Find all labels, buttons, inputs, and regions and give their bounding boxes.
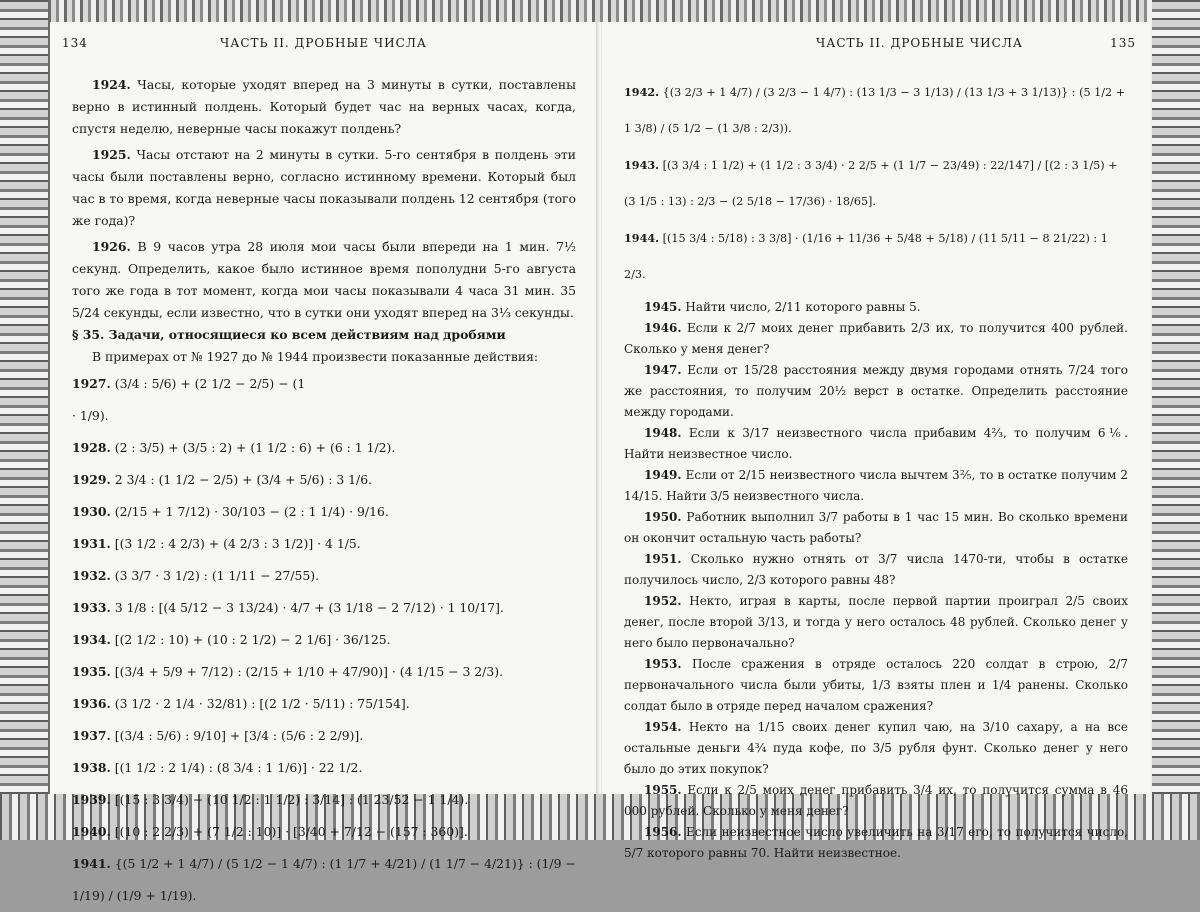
problem-number: 1949. (644, 468, 682, 482)
problem-text: После сражения в отряде осталось 220 солдат в строю, 2/7 первоначального числа были убиты, 1/3 взяты плен и 1/4 ранены. Сколько солдат было в отряде перед началом сражения? (624, 657, 1128, 713)
exercise-row (72, 688, 576, 720)
page-number: 134 (62, 36, 88, 50)
problem (624, 549, 1128, 591)
problem-text: Если от 15/28 расстояния между двумя городами отнять 7/24 того же расстояния, то получим 20½ верст в остатке. Определить расстояние между городами. (624, 363, 1128, 419)
exercise-expression: [(3 1/2 : 4 2/3) + (4 2/3 : 3 1/2)] · 4 1/5. (114, 536, 361, 551)
problem-number: 1948. (644, 426, 682, 440)
problem-text: Если к 2/7 моих денег прибавить 2/3 их, то получится 400 рублей. Сколько у меня денег? (624, 321, 1128, 356)
exercise-number: 1941. (72, 856, 111, 871)
problem-text: Если к 3/17 неизвестного числа прибавим 4⅔, то получим 6⅙. Найти неизвестное число. (624, 426, 1128, 461)
problem (624, 423, 1128, 465)
exercise-number: 1936. (72, 696, 111, 711)
exercise-number: 1928. (72, 440, 111, 455)
problem (72, 74, 576, 140)
problem-text: Некто на 1/15 своих денег купил чаю, на 3/10 сахару, а на все остальные деньги 4¾ пуда кофе, по 3/5 рубля фунт. Сколько денег у него было до этих покупок? (624, 720, 1128, 776)
problem-number: 1947. (644, 363, 682, 377)
problem-text: Часы, которые уходят вперед на 3 минуты в сутки, поставлены верно в истинный полдень. Который будет час на верных часах, когда, спустя неделю, неверные часы покажут полдень? (72, 77, 576, 136)
exercise-expression: (3 1/2 · 2 1/4 · 32/81) : [(2 1/2 · 5/11) : 75/154]. (114, 696, 410, 711)
problem-number: 1953. (644, 657, 682, 671)
problem-number: 1926. (92, 239, 131, 254)
problem (624, 465, 1128, 507)
left-content (72, 74, 576, 912)
right-page (602, 22, 1150, 860)
exercise-number: 1938. (72, 760, 111, 775)
exercise-number: 1932. (72, 568, 111, 583)
exercise-number: 1927. (72, 376, 111, 391)
exercise-number: 1933. (72, 600, 111, 615)
exercise-number: 1943. (624, 158, 660, 172)
section-title: § 35. Задачи, относящиеся ко всем действиям над дробями (72, 327, 506, 342)
exercise-expression: [(10 : 2 2/3) + (7 1/2 : 10)] · [3/40 + 7/12 − (157 : 360)]. (114, 824, 468, 839)
problem-text: В 9 часов утра 28 июля мои часы были впереди на 1 мин. 7½ секунд. Определить, какое было истинное время пополудни 5-го августа того же года в тот момент, когда мои часы показывали 4 часа 31 мин. 35 5/24 секунды, если известно, что в сутки они уходят вперед на 3⅓ секунды. (72, 239, 576, 320)
problem (624, 360, 1128, 423)
exercise-list (72, 368, 576, 912)
exercise-row (624, 220, 1128, 293)
exercise-expression: {(3 2/3 + 1 4/7) / (3 2/3 − 1 4/7) : (13 1/3 − 3 1/13) / (13 1/3 + 3 1/13)} : (5 1/2 + 1 3/8) / (5 1/2 − (1 3/8 : 2/3)). (624, 86, 1126, 135)
exercise-row (72, 528, 576, 560)
problem (72, 144, 576, 232)
exercise-row (624, 74, 1128, 147)
right-content (624, 74, 1128, 864)
problem-number: 1954. (644, 720, 682, 734)
exercise-number: 1930. (72, 504, 111, 519)
problem (624, 591, 1128, 654)
exercise-expression: (2 : 3/5) + (3/5 : 2) + (1 1/2 : 6) + (6 : 1 1/2). (114, 440, 396, 455)
exercise-expression: [(15 : 3 3/4) − (10 1/2 : 1 1/2) : 3/14] : (1 23/52 − 1 1/4). (114, 792, 469, 807)
exercise-expression: [(1 1/2 : 2 1/4) : (8 3/4 : 1 1/6)] · 22 1/2. (114, 760, 363, 775)
exercise-row (72, 432, 576, 464)
exercise-number: 1939. (72, 792, 111, 807)
problem-text: Некто, играя в карты, после первой партии проиграл 2/5 своих денег, после второй 3/13, и тогда у него осталось 48 рублей. Сколько денег у него было первоначально? (624, 594, 1128, 650)
exercise-row (72, 560, 576, 592)
problem (624, 780, 1128, 822)
exercise-number: 1942. (624, 85, 660, 99)
problem (624, 297, 1128, 318)
right-header (602, 36, 1150, 56)
problem (624, 717, 1128, 780)
page-number: 135 (1110, 36, 1136, 50)
exercise-expression: [(3/4 + 5/9 + 7/12) : (2/15 + 1/10 + 47/90)] · (4 1/15 − 3 2/3). (114, 664, 504, 679)
exercise-expression: [(2 1/2 : 10) + (10 : 2 1/2) − 2 1/6] · 36/125. (114, 632, 391, 647)
exercise-row (72, 816, 576, 848)
problem-text: Найти число, 2/11 которого равны 5. (685, 300, 921, 314)
exercise-row (72, 624, 576, 656)
problem-number: 1924. (92, 77, 131, 92)
section-intro: В примерах от № 1927 до № 1944 произвести показанные действия: (92, 349, 539, 364)
exercise-expression: [(15 3/4 : 5/18) : 3 3/8] · (1/16 + 11/36 + 5/48 + 5/18) / (11 5/11 − 8 21/22) : 1 2/3. (624, 232, 1108, 281)
problem (624, 507, 1128, 549)
problem (72, 236, 576, 324)
problem-text: Сколько нужно отнять от 3/7 числа 1470-ти, чтобы в остатке получилось число, 2/3 которого равны 48? (624, 552, 1128, 587)
exercise-number: 1937. (72, 728, 111, 743)
exercise-row (624, 147, 1128, 220)
exercise-expression: {(5 1/2 + 1 4/7) / (5 1/2 − 1 4/7) : (1 1/7 + 4/21) / (1 1/7 − 4/21)} : (1/9 − 1/19) / (1/9 + 1/19). (72, 856, 576, 903)
exercise-number: 1934. (72, 632, 111, 647)
exercise-expression: (3 3/7 · 3 1/2) : (1 1/11 − 27/55). (114, 568, 320, 583)
exercise-row (72, 848, 576, 912)
exercise-expression: 3 1/8 : [(4 5/12 − 3 13/24) · 4/7 + (3 1/18 − 2 7/12) · 1 10/17]. (114, 600, 504, 615)
exercise-number: 1935. (72, 664, 111, 679)
exercise-expression: (3/4 : 5/6) + (2 1/2 − 2/5) − (1 · 1/9). (72, 376, 306, 423)
problem-number: 1950. (644, 510, 682, 524)
problem (624, 654, 1128, 717)
border-left (0, 0, 48, 840)
border-right (1152, 0, 1200, 840)
exercise-number: 1929. (72, 472, 111, 487)
exercise-number: 1944. (624, 231, 660, 245)
exercise-expression: [(3 3/4 : 1 1/2) + (1 1/2 : 3 3/4) · 2 2/5 + (1 1/7 − 23/49) : 22/147] / [(2 : 3 1/5) + (3 1/5 : 13) : 2/3 − (2 5/18 − 17/36) · 18/65]. (624, 159, 1118, 208)
problem-text: Если неизвестное число увеличить на 3/17 его, то получится число, 5/7 которого равны 70. Найти неизвестное. (624, 825, 1128, 860)
left-page (50, 22, 598, 903)
problem-number: 1952. (644, 594, 682, 608)
problem-text: Если к 2/5 моих денег прибавить 3/4 их, то получится сумма в 46 000 рублей. Сколько у меня денег? (624, 783, 1128, 818)
exercise-row (72, 784, 576, 816)
problem-number: 1956. (644, 825, 682, 839)
problem-number: 1945. (644, 300, 682, 314)
exercise-row (72, 656, 576, 688)
exercise-row (72, 496, 576, 528)
left-header (50, 36, 598, 56)
running-title: ЧАСТЬ II. ДРОБНЫЕ ЧИСЛА (816, 36, 1023, 50)
running-title: ЧАСТЬ II. ДРОБНЫЕ ЧИСЛА (220, 36, 427, 50)
problem-number: 1955. (644, 783, 682, 797)
problem-number: 1946. (644, 321, 682, 335)
problem-text: Работник выполнил 3/7 работы в 1 час 15 мин. Во сколько времени он окончит остальную часть работы? (624, 510, 1128, 545)
problem (624, 822, 1128, 864)
problem-text: Если от 2/15 неизвестного числа вычтем 3⅖, то в остатке получим 2 14/15. Найти 3/5 неизвестного числа. (624, 468, 1128, 503)
exercise-row (72, 752, 576, 784)
exercise-expression: (2/15 + 1 7/12) · 30/103 − (2 : 1 1/4) · 9/16. (114, 504, 389, 519)
exercise-row (72, 368, 576, 432)
problem (624, 318, 1128, 360)
problem-text: Часы отстают на 2 минуты в сутки. 5-го сентября в полдень эти часы были поставлены верно, согласно истинному времени. Который был час в то время, когда неверные часы показывали полдень 12 сентября (того же года)? (72, 147, 576, 228)
exercise-number: 1931. (72, 536, 111, 551)
problem-number: 1925. (92, 147, 131, 162)
exercise-number: 1940. (72, 824, 111, 839)
exercise-row (72, 592, 576, 624)
exercise-row (72, 720, 576, 752)
problem-number: 1951. (644, 552, 682, 566)
exercise-expression: 2 3/4 : (1 1/2 − 2/5) + (3/4 + 5/6) : 3 1/6. (114, 472, 373, 487)
exercise-row (72, 464, 576, 496)
exercise-expression: [(3/4 : 5/6) : 9/10] + [3/4 : (5/6 : 2 2/9)]. (114, 728, 364, 743)
